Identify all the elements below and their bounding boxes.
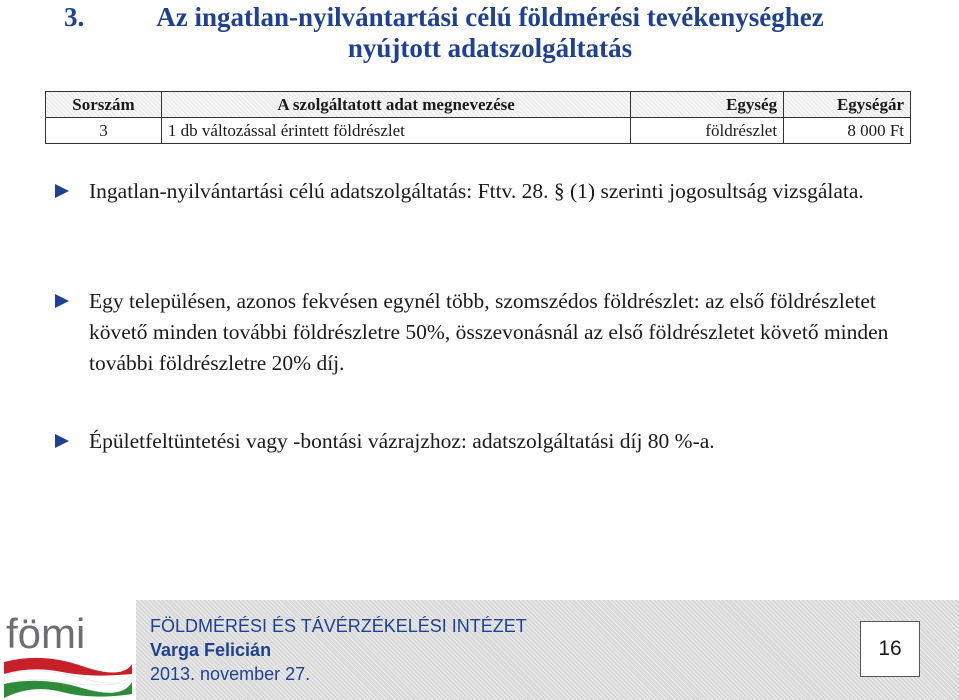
bullet-text-3: Épületfeltüntetési vagy -bontási vázrajzhoz: adatszolgáltatási díj 80 %-a. xyxy=(89,429,715,453)
slide-title xyxy=(40,2,940,64)
cell-sorszam: 3 xyxy=(46,118,162,144)
footer-institute: FÖLDMÉRÉSI ÉS TÁVÉRZÉKELÉSI INTÉZET xyxy=(150,616,527,636)
bullet-arrow-icon xyxy=(55,184,69,198)
footer-author: Varga Felicián xyxy=(150,640,272,660)
header-egysegar: Egységár xyxy=(784,92,911,118)
cell-egysegar: 8 000 Ft xyxy=(784,118,911,144)
bullet-item-3 xyxy=(55,426,925,457)
cell-megnevezes: 1 db változással érintett földrészlet xyxy=(161,118,630,144)
title-line-2: nyújtott adatszolgáltatás xyxy=(347,33,633,63)
table-row xyxy=(46,118,911,144)
table-header-row xyxy=(46,92,911,118)
header-egyseg: Egység xyxy=(631,92,784,118)
bullet-arrow-icon xyxy=(55,434,69,448)
page-number: 16 xyxy=(860,621,920,677)
footer-text xyxy=(150,614,527,686)
header-megnevezes: A szolgáltatott adat megnevezése xyxy=(161,92,630,118)
footer-date: 2013. november 27. xyxy=(150,664,311,684)
bullet-arrow-icon xyxy=(55,294,69,308)
fee-table xyxy=(45,91,911,144)
header-sorszam: Sorszám xyxy=(46,92,162,118)
title-line-1: Az ingatlan-nyilvántartási célú földmérési tevékenységhez xyxy=(156,2,824,32)
logo-text: fömi xyxy=(6,610,86,657)
bullet-item-2 xyxy=(55,286,925,379)
cell-egyseg: földrészlet xyxy=(631,118,784,144)
bullet-text-2: Egy településen, azonos fekvésen egynél több, szomszédos földrészlet: az első földrészletet követő minden további földrészletre 50%, összevonásnál az első földrészletet követő minden további földrészletre 20% díj. xyxy=(89,289,889,375)
bullet-text-1: Ingatlan-nyilvántartási célú adatszolgáltatás: Fttv. 28. § (1) szerinti jogosultság vizsgálata. xyxy=(89,179,864,203)
title-number: 3. xyxy=(64,2,85,32)
bullet-item-1 xyxy=(55,176,925,207)
fomi-logo xyxy=(2,604,134,700)
